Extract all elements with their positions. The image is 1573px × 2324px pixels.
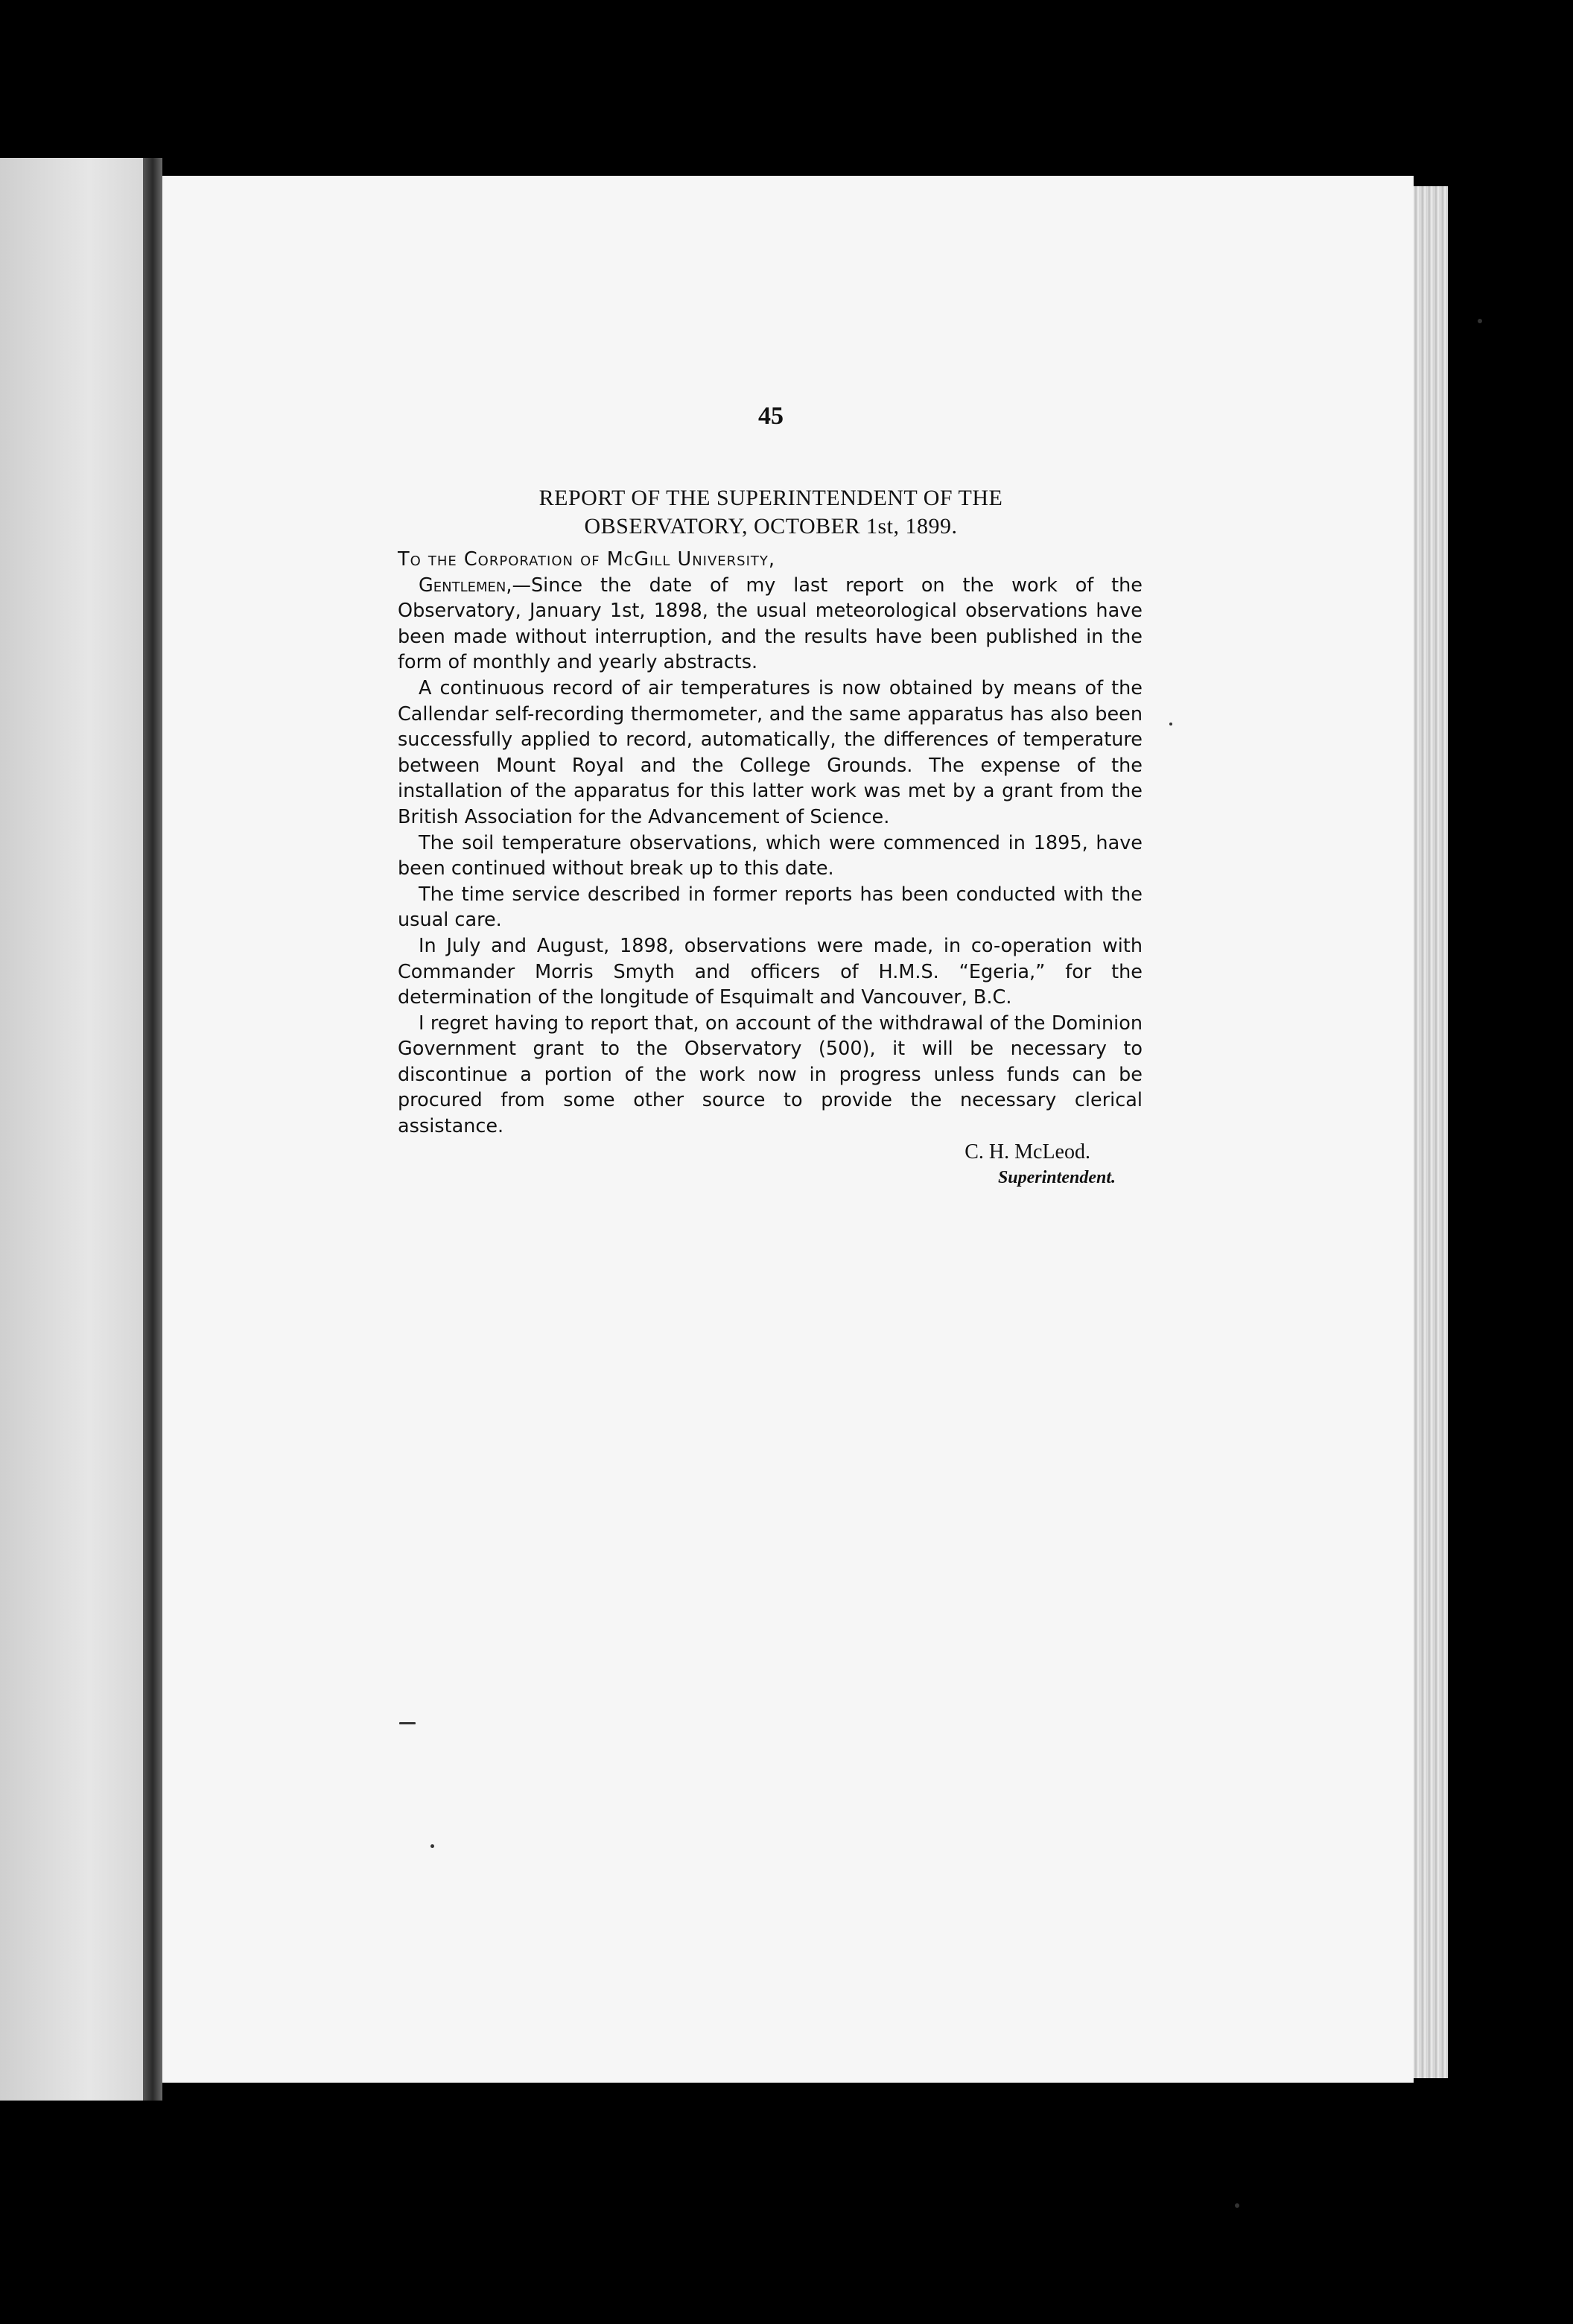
facing-page <box>0 158 149 2101</box>
report-title <box>395 484 1147 541</box>
ink-speck <box>1235 2203 1239 2208</box>
report-title-line-2: OBSERVATORY, OCTOBER 1st, 1899. <box>584 514 958 539</box>
page-number: 45 <box>758 402 784 430</box>
signature-title: Superintendent. <box>997 1168 1116 1188</box>
report-title-line-1: REPORT OF THE SUPERINTENDENT OF THE <box>538 486 1003 510</box>
paragraph-funding: I regret having to report that, on account of the withdrawal of the Dominion Government grant to the Observatory (500), it will be necessary to discontinue a portion of the work now in progress unless funds can be procured from some other source to provide the necessary clerical assistance. <box>398 1012 1143 1138</box>
paragraph-soil-temperature: The soil temperature observations, which were commenced in 1895, have been continued without break up to this date. <box>398 831 1143 880</box>
page-edges <box>1414 186 1448 2078</box>
ink-speck <box>430 1844 434 1848</box>
signature-name: C. H. McLeod. <box>965 1140 1090 1163</box>
ink-speck <box>1478 319 1482 323</box>
paragraph-longitude: In July and August, 1898, observations were made, in co-operation with Commander Morris Smyth and officers of H.M.S. “Egeria,” for the determination of the longitude of Esquimalt and Vancouver, B.C. <box>398 934 1143 1009</box>
ink-speck <box>399 1722 416 1724</box>
opening-text: —Since the date of my last report on the work of the Observatory, January 1st, 1898, the usual meteorological observations have been made without interruption, and the results have been published in the form of monthly and yearly abstracts. <box>398 574 1143 674</box>
report-body <box>398 547 1143 1191</box>
book-gutter <box>143 158 162 2101</box>
paragraph-temperature-record: A continuous record of air temperatures is now obtained by means of the Callendar self-recording thermometer, and the same apparatus has also been successfully applied to record, automatically, the differences of temperature between Mount Royal and the College Grounds. The expense of the installation of the apparatus for this latter work was met by a grant from the British Association for the Advancement of Science. <box>398 676 1143 828</box>
paragraph-time-service: The time service described in former reports has been conducted with the usual care. <box>398 883 1143 932</box>
salutation: To the Corporation of McGill University, <box>398 548 775 571</box>
ink-speck <box>1169 723 1172 726</box>
paragraph-opening <box>398 573 1143 676</box>
greeting-word: Gentlemen, <box>419 574 512 597</box>
